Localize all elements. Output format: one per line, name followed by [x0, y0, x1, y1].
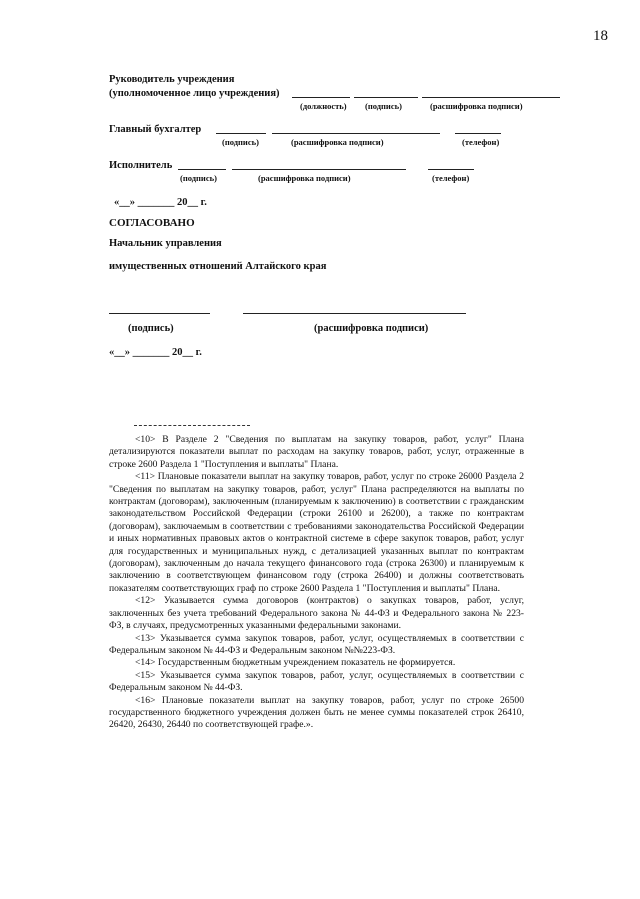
footnote-15: <15> Указывается сумма закупок товаров, работ, услуг, осуществляемых в соответствии с Федеральным законом № 44-ФЗ. [109, 669, 524, 694]
accountant-decode-line [272, 133, 440, 134]
approved-sign-line [109, 313, 210, 314]
head-label-line2: (уполномоченное лицо учреждения) [109, 88, 280, 99]
approved-caption-decode: (расшифровка подписи) [314, 323, 429, 334]
page-number: 18 [593, 28, 608, 44]
executor-phone-line [428, 169, 474, 170]
footnote-14: <14> Государственным бюджетным учреждением показатель не формируется. [135, 657, 456, 669]
head-decode-line [422, 97, 560, 98]
date-line-2: «__» _______ 20__ г. [109, 347, 202, 358]
footnote-separator [134, 425, 250, 426]
footnote-11: <11> Плановые показатели выплат на закупку товаров, работ, услуг по строке 26000 Раздела 2 "Сведения по выплатам на закупку товаров, работ, услуг" Плана распределяются на выплаты по контрактам (договорам), заключенным (планируемым к заключению) в соответствии с гражданским законодательством Российской Федерации (строки 26100 и 26200), а также по контрактам (договорам), заключаемым в соответствии с требованиями законодательства Российской Федерации и иных нормативных правовых актов о контрактной системе в сфере закупок товаров, работ, услуг для государственных и муниципальных нужд, с детализацией указанных выплат по контрактам (договорам), заключенным до начала текущего финансового года (строка 26300) и планируемым к заключению в соответствующем финансовом году (строка 26400) и должны соответствовать показателям соответствующих граф по строке 2600 Раздела 1 "Поступления и выплаты" Плана. [109, 471, 524, 594]
approved-decode-line [243, 313, 466, 314]
approved-title: СОГЛАСОВАНО [109, 217, 195, 229]
head-position-line [292, 97, 350, 98]
executor-caption-decode: (расшифровка подписи) [258, 173, 351, 183]
accountant-label: Главный бухгалтер [109, 124, 202, 135]
executor-caption-phone: (телефон) [432, 173, 470, 183]
head-label-line1: Руководитель учреждения [109, 74, 235, 85]
head-caption-decode: (расшифровка подписи) [430, 101, 523, 111]
approved-line1: Начальник управления [109, 238, 222, 249]
executor-sign-line [178, 169, 226, 170]
footnote-12: <12> Указывается сумма договоров (контрактов) о закупках товаров, работ, услуг, заключенных без учета требований Федерального закона № 44-ФЗ и Федерального закона № 223-ФЗ, в случаях, предусмотренных указанными федеральными законами. [109, 595, 524, 632]
date-line-1: «__» _______ 20__ г. [114, 197, 207, 208]
footnote-16: <16> Плановые показатели выплат на закупку товаров, работ, услуг по строке 26500 государственного бюджетного учреждения должен быть не менее суммы показателей строк 26410, 26420, 26430, 26440 по соответствующей графе.». [109, 694, 524, 731]
head-caption-sign: (подпись) [365, 101, 402, 111]
head-sign-line [354, 97, 418, 98]
footnotes [109, 434, 524, 732]
footnote-13: <13> Указывается сумма закупок товаров, работ, услуг, осуществляемых в соответствии с Федеральным законом № 44-ФЗ и Федеральным законом №№223-ФЗ. [109, 632, 524, 656]
head-caption-position: (должность) [300, 101, 347, 111]
accountant-caption-decode: (расшифровка подписи) [291, 137, 384, 147]
accountant-sign-line [216, 133, 266, 134]
approved-caption-sign: (подпись) [128, 323, 174, 334]
footnote-10: <10> В Разделе 2 "Сведения по выплатам на закупку товаров, работ, услуг" Плана детализируются показатели выплат по расходам на закупку товаров, работ, услуг, отраженные в строке 2600 Раздела 1 "Поступления и выплаты" Плана. [109, 434, 524, 470]
executor-caption-sign: (подпись) [180, 173, 217, 183]
accountant-caption-phone: (телефон) [462, 137, 500, 147]
accountant-caption-sign: (подпись) [222, 137, 259, 147]
approved-line2: имущественных отношений Алтайского края [109, 261, 327, 272]
executor-label: Исполнитель [109, 160, 173, 171]
executor-decode-line [232, 169, 406, 170]
accountant-phone-line [455, 133, 501, 134]
